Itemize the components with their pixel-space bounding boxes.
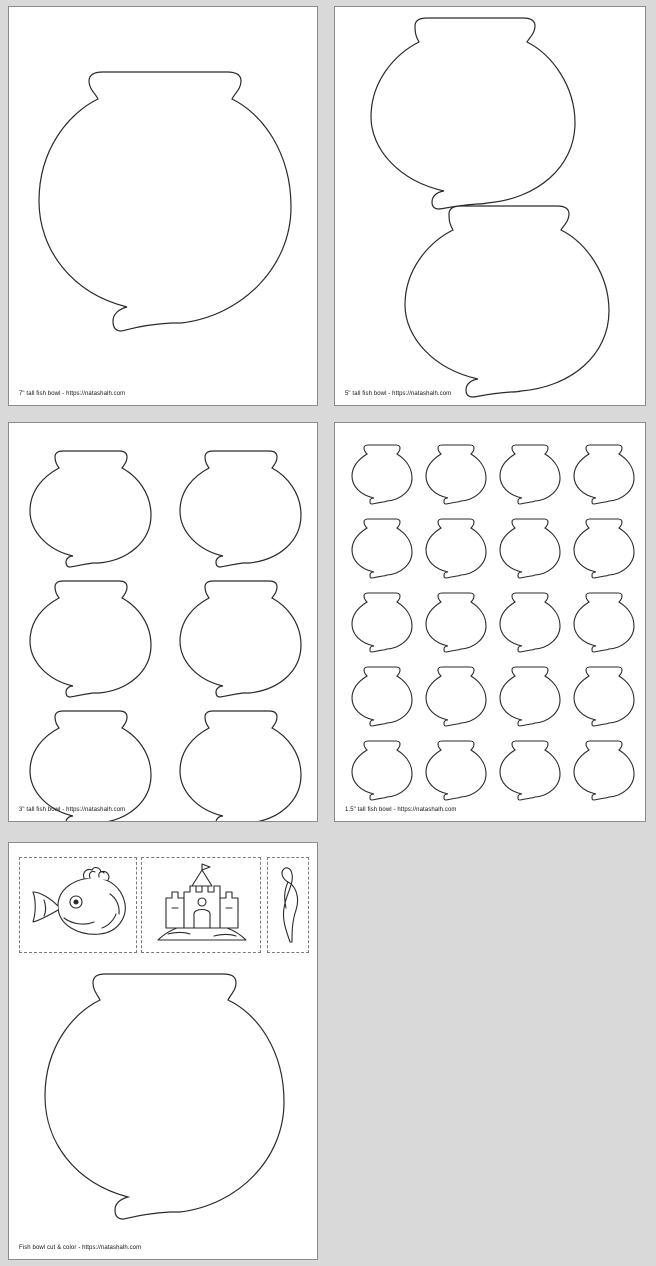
sheet-7-inch[interactable] [8, 6, 318, 406]
fish-bowl-outline [497, 443, 563, 505]
fish-bowl-outline [349, 665, 415, 727]
fish-bowl-outline [423, 517, 489, 579]
fish-bowl-outline [571, 443, 637, 505]
fish-bowl-outline [571, 517, 637, 579]
sheet-caption: 1.5" tall fish bowl - https://natashalh.com [345, 807, 457, 813]
fish-bowl-outline [497, 517, 563, 579]
fish-bowl-outline [497, 665, 563, 727]
sheet-1point5-inch[interactable] [334, 422, 646, 822]
fish-bowl-outline [25, 449, 155, 569]
fish-bowl-outline [363, 15, 583, 211]
fish-bowl-outline [423, 665, 489, 727]
fish-bowl-outline [349, 739, 415, 801]
fish-bowl-outline [175, 449, 305, 569]
fish-bowl-outline [25, 709, 155, 822]
sheet-5-inch[interactable] [334, 6, 646, 406]
fish-bowl-outline [423, 739, 489, 801]
fish-icon [24, 864, 134, 948]
fish-bowl-outline [175, 579, 305, 699]
fish-bowl-outline [497, 739, 563, 801]
sheet-3-inch[interactable] [8, 422, 318, 822]
sandcastle-cutout [141, 857, 261, 953]
sheet-caption: 5" tall fish bowl - https://natashalh.com [345, 391, 452, 397]
fish-bowl-outline [397, 203, 617, 399]
fish-bowl-outline [423, 591, 489, 653]
fish-bowl-outline [29, 69, 301, 337]
sheet-caption: 7" tall fish bowl - https://natashalh.com [19, 391, 126, 397]
sandcastle-icon [148, 862, 256, 950]
seaweed-cutout [267, 857, 309, 953]
fish-bowl-outline [349, 517, 415, 579]
fish-bowl-outline [35, 971, 293, 1225]
fish-bowl-outline [497, 591, 563, 653]
fish-bowl-outline [349, 591, 415, 653]
sheet-cut-and-color[interactable] [8, 842, 318, 1260]
fish-bowl-outline [349, 443, 415, 505]
sheet-caption: 3" tall fish bowl - https://natashalh.com [19, 807, 126, 813]
fish-bowl-outline [423, 443, 489, 505]
fish-bowl-outline [25, 579, 155, 699]
fish-bowl-outline [571, 665, 637, 727]
fish-bowl-outline [571, 591, 637, 653]
seaweed-icon [272, 864, 306, 948]
fish-cutout [19, 857, 137, 953]
fish-bowl-outline [175, 709, 305, 822]
fish-bowl-outline [571, 739, 637, 801]
sheet-caption: Fish bowl cut & color - https://natashalh.com [19, 1245, 142, 1251]
